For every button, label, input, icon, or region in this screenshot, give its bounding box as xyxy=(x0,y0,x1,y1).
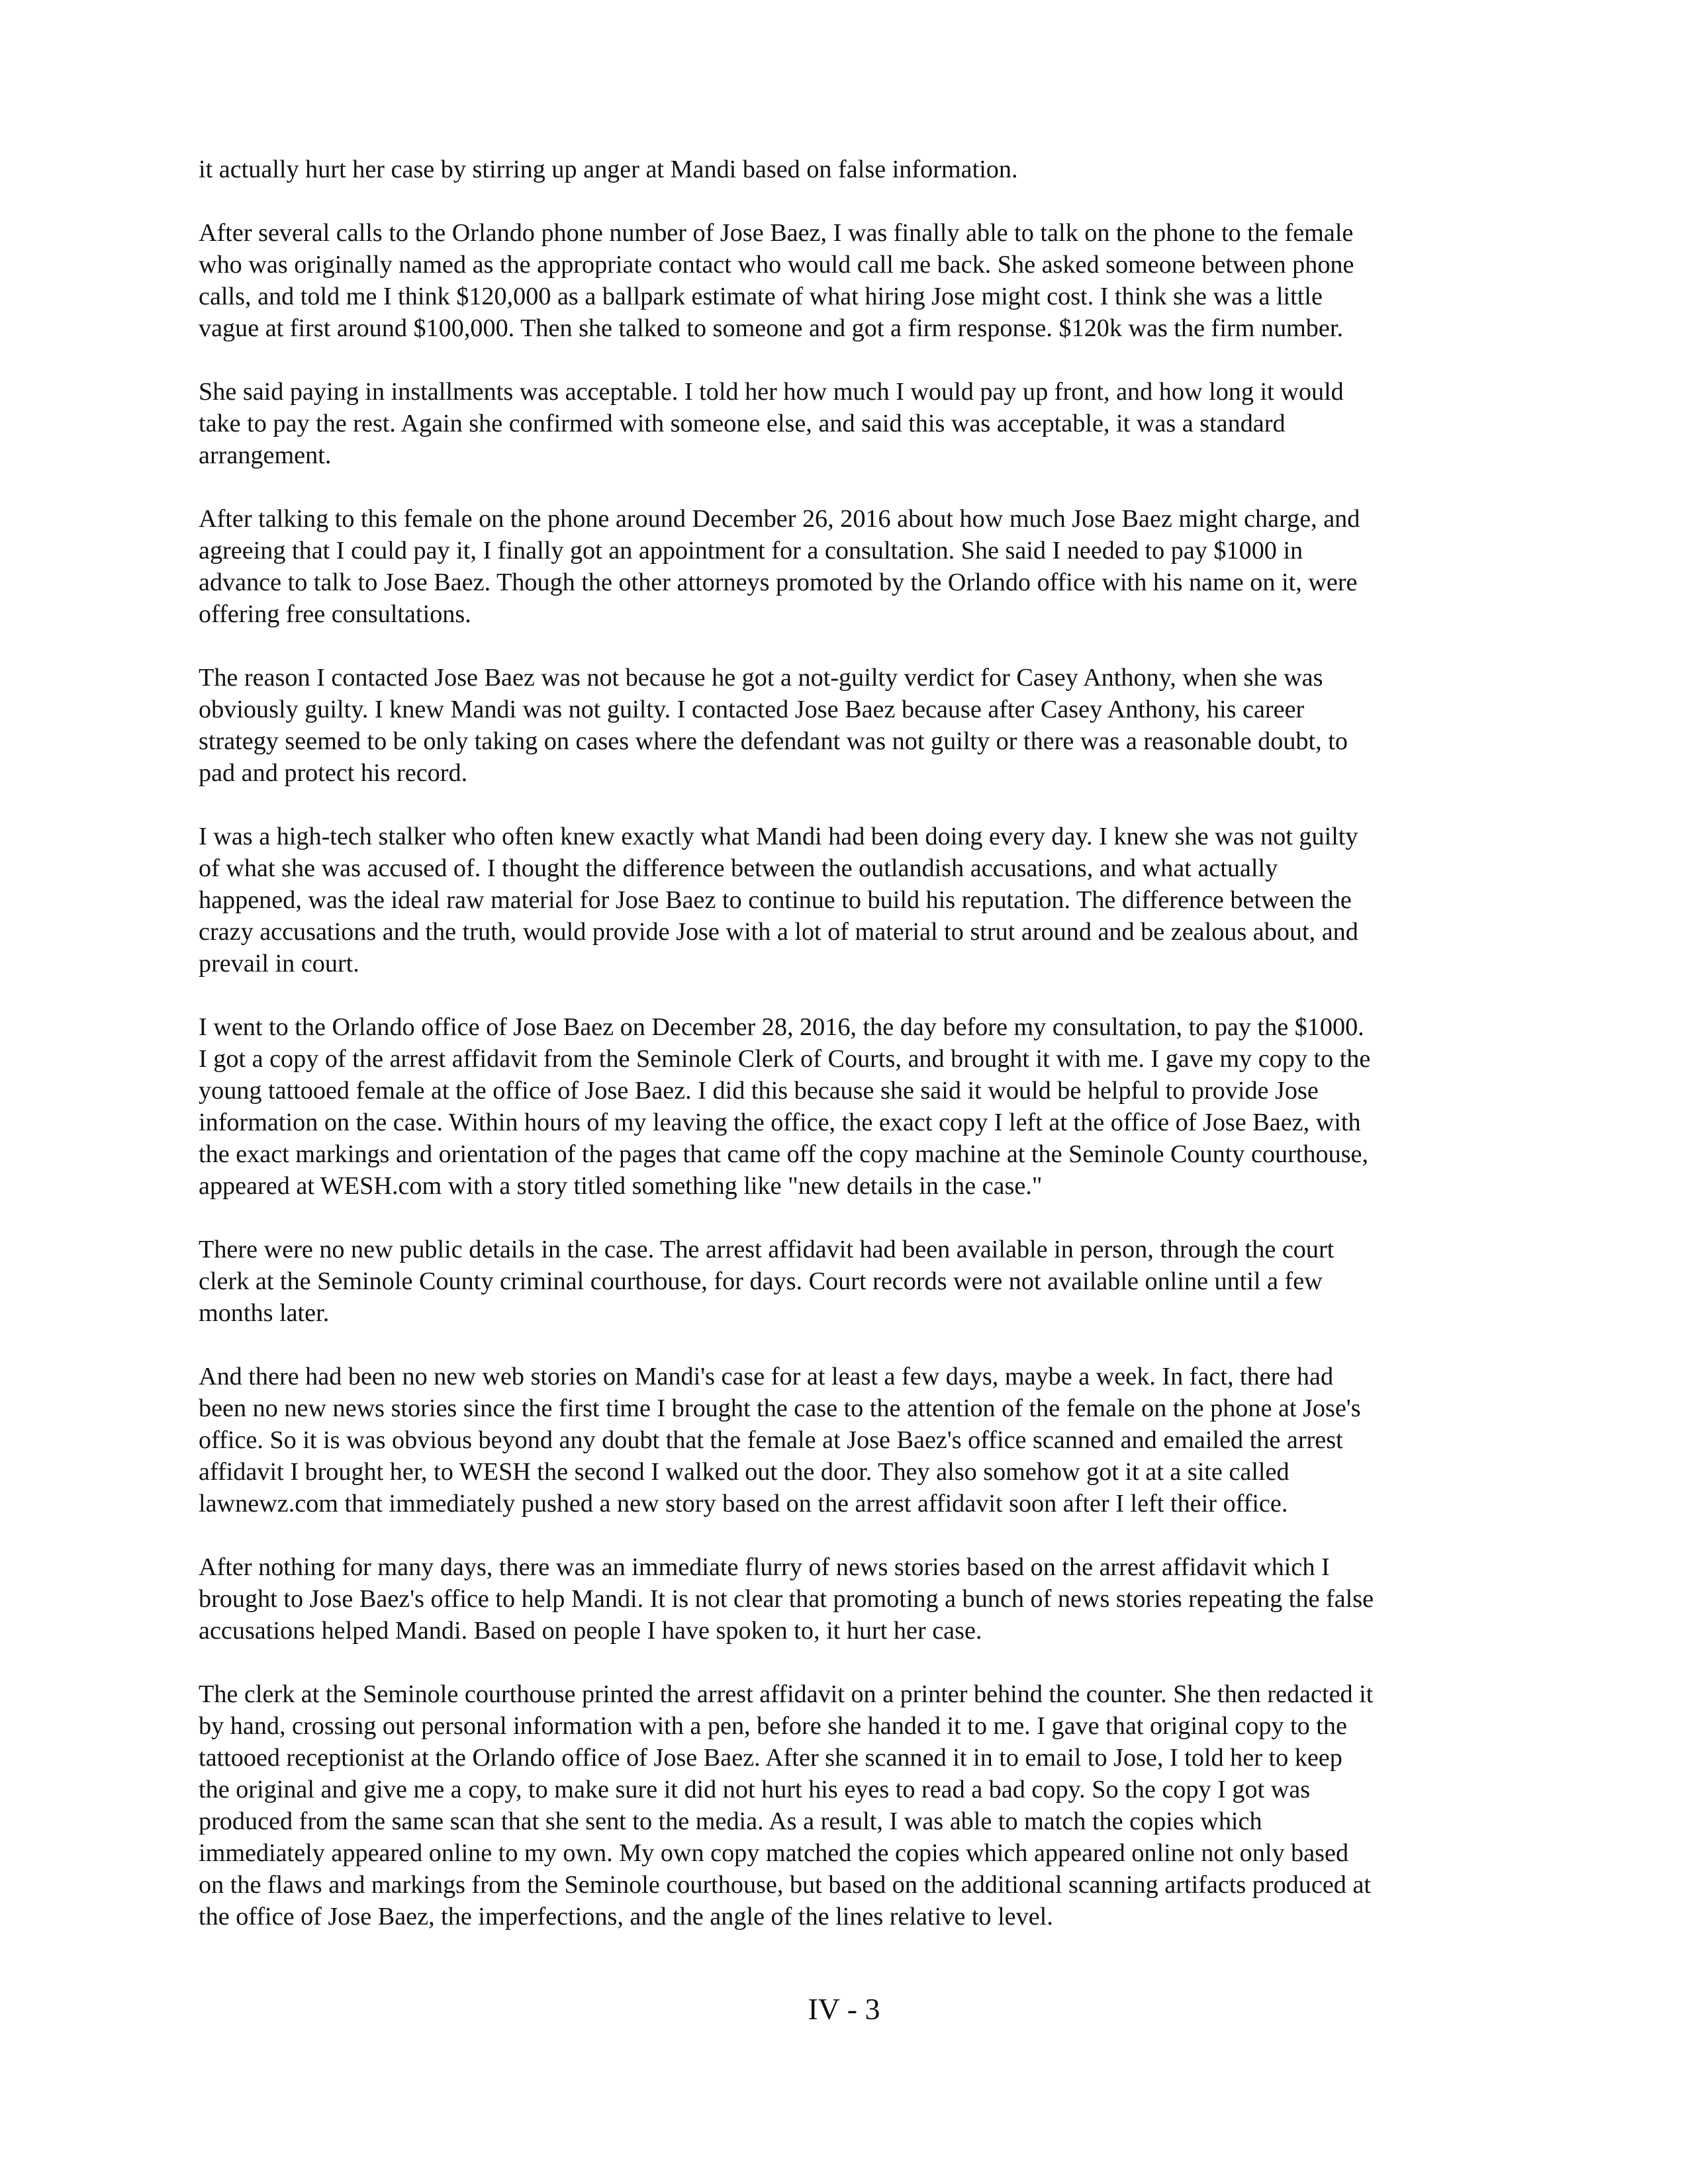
paragraph xyxy=(199,662,1496,789)
text-line: I was a high-tech stalker who often knew exactly what Mandi had been doing every day. I knew she was not guilty xyxy=(199,823,1358,850)
text-line: pad and protect his record. xyxy=(199,759,468,787)
text-line: advance to talk to Jose Baez. Though the other attorneys promoted by the Orlando office with his name on it, were xyxy=(199,569,1358,596)
text-line: appeared at WESH.com with a story titled something like "new details in the case." xyxy=(199,1172,1043,1200)
text-line: The clerk at the Seminole courthouse printed the arrest affidavit on a printer behind the counter. She then redacted it xyxy=(199,1680,1374,1708)
text-line: There were no new public details in the case. The arrest affidavit had been available in person, through the court xyxy=(199,1236,1335,1263)
text-line: happened, was the ideal raw material for Jose Baez to continue to build his reputation. The difference between the xyxy=(199,886,1352,914)
text-line: After nothing for many days, there was an immediate flurry of news stories based on the arrest affidavit which I xyxy=(199,1553,1330,1581)
text-line: I got a copy of the arrest affidavit from the Seminole Clerk of Courts, and brought it with me. I gave my copy to the xyxy=(199,1045,1371,1073)
text-line: of what she was accused of. I thought the difference between the outlandish accusations, and what actually xyxy=(199,854,1278,882)
paragraph xyxy=(199,376,1496,471)
page-number: IV - 3 xyxy=(808,1992,880,2026)
text-line: agreeing that I could pay it, I finally got an appointment for a consultation. She said I needed to pay $1000 in xyxy=(199,537,1303,565)
text-line: lawnewz.com that immediately pushed a new story based on the arrest affidavit soon after I left their office. xyxy=(199,1490,1288,1518)
text-line: vague at first around $100,000. Then she talked to someone and got a firm response. $120k was the firm number. xyxy=(199,314,1344,342)
paragraph xyxy=(199,1678,1496,1933)
paragraph xyxy=(199,1551,1496,1647)
paragraph xyxy=(199,154,1496,185)
text-line: The reason I contacted Jose Baez was not because he got a not-guilty verdict for Casey Anthony, when she was xyxy=(199,664,1323,692)
text-line: been no new news stories since the first time I brought the case to the attention of the female on the phone at Jose's xyxy=(199,1394,1361,1422)
text-line: strategy seemed to be only taking on cases where the defendant was not guilty or there was a reasonable doubt, to xyxy=(199,727,1348,755)
text-line: arrangement. xyxy=(199,441,332,469)
text-line: clerk at the Seminole County criminal courthouse, for days. Court records were not available online until a few xyxy=(199,1267,1323,1295)
text-line: tattooed receptionist at the Orlando office of Jose Baez. After she scanned it in to email to Jose, I told her to keep xyxy=(199,1744,1342,1772)
document-body xyxy=(199,154,1496,1933)
paragraph xyxy=(199,1011,1496,1202)
text-line: brought to Jose Baez's office to help Mandi. It is not clear that promoting a bunch of news stories repeating the false xyxy=(199,1585,1374,1613)
text-line: She said paying in installments was acceptable. I told her how much I would pay up front, and how long it would xyxy=(199,378,1344,406)
text-line: obviously guilty. I knew Mandi was not guilty. I contacted Jose Baez because after Casey Anthony, his career xyxy=(199,696,1305,723)
text-line: immediately appeared online to my own. My own copy matched the copies which appeared online not only based xyxy=(199,1839,1349,1867)
text-line: calls, and told me I think $120,000 as a ballpark estimate of what hiring Jose might cost. I think she was a little xyxy=(199,283,1323,310)
paragraph xyxy=(199,503,1496,630)
paragraph xyxy=(199,1234,1496,1329)
text-line: After several calls to the Orlando phone number of Jose Baez, I was finally able to talk on the phone to the female xyxy=(199,219,1354,247)
text-line: After talking to this female on the phone around December 26, 2016 about how much Jose Baez might charge, and xyxy=(199,505,1360,533)
text-line: I went to the Orlando office of Jose Baez on December 28, 2016, the day before my consultation, to pay the $1000. xyxy=(199,1013,1364,1041)
text-line: the original and give me a copy, to make sure it did not hurt his eyes to read a bad copy. So the copy I got was xyxy=(199,1776,1311,1803)
text-line: crazy accusations and the truth, would provide Jose with a lot of material to strut around and be zealous about, and xyxy=(199,918,1358,946)
text-line: prevail in court. xyxy=(199,950,359,978)
text-line: And there had been no new web stories on Mandi's case for at least a few days, maybe a week. In fact, there had xyxy=(199,1363,1334,1390)
text-line: information on the case. Within hours of my leaving the office, the exact copy I left at the office of Jose Baez, with xyxy=(199,1109,1361,1136)
text-line: office. So it is was obvious beyond any doubt that the female at Jose Baez's office scanned and emailed the arrest xyxy=(199,1426,1343,1454)
paragraph xyxy=(199,1361,1496,1520)
text-line: by hand, crossing out personal information with a pen, before she handed it to me. I gave that original copy to the xyxy=(199,1712,1347,1740)
text-line: it actually hurt her case by stirring up anger at Mandi based on false information. xyxy=(199,156,1018,183)
text-line: affidavit I brought her, to WESH the second I walked out the door. They also somehow got it at a site called xyxy=(199,1458,1289,1486)
paragraph xyxy=(199,217,1496,344)
text-line: the exact markings and orientation of the pages that came off the copy machine at the Seminole County courthouse, xyxy=(199,1140,1369,1168)
text-line: on the flaws and markings from the Seminole courthouse, but based on the additional scanning artifacts produced at xyxy=(199,1871,1372,1899)
text-line: take to pay the rest. Again she confirmed with someone else, and said this was acceptable, it was a standard xyxy=(199,410,1286,437)
text-line: the office of Jose Baez, the imperfections, and the angle of the lines relative to level. xyxy=(199,1903,1053,1931)
text-line: who was originally named as the appropriate contact who would call me back. She asked someone between phone xyxy=(199,251,1354,279)
text-line: offering free consultations. xyxy=(199,600,471,628)
text-line: accusations helped Mandi. Based on people I have spoken to, it hurt her case. xyxy=(199,1617,982,1645)
text-line: produced from the same scan that she sent to the media. As a result, I was able to match the copies which xyxy=(199,1807,1262,1835)
text-line: young tattooed female at the office of Jose Baez. I did this because she said it would be helpful to provide Jose xyxy=(199,1077,1319,1105)
text-line: months later. xyxy=(199,1299,330,1327)
paragraph xyxy=(199,821,1496,979)
